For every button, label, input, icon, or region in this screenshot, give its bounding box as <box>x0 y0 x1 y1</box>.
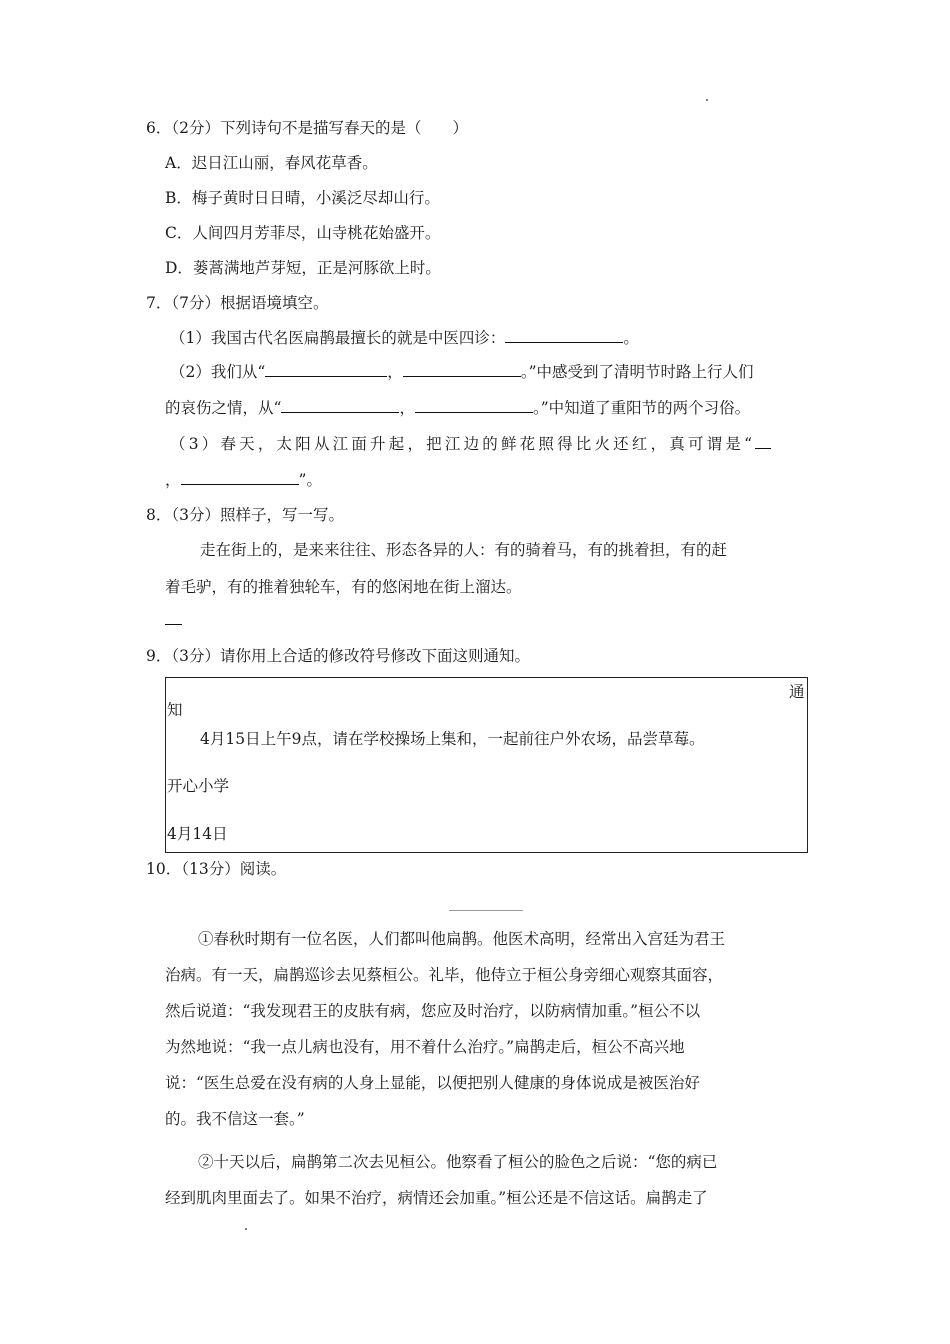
q7-p2-comma: ， <box>387 363 403 381</box>
q7-prompt: 7．（7分）根据语境填空。 <box>146 294 329 312</box>
q6-option-c: C．人间四月芳菲尽，山寺桃花始盛开。 <box>165 224 441 242</box>
q7-p3-blank-2[interactable] <box>181 470 299 485</box>
passage-line: 经到肌肉里面去了。如果不治疗，病情还会加重。”桓公还是不信这话。扁鹊走了 <box>165 1189 708 1207</box>
q7-p3-a: （3）春天，太阳从江面升起，把江边的鲜花照得比火还红，真可谓是“ <box>170 435 756 453</box>
q7-p3-blank-1[interactable] <box>755 434 771 449</box>
q7-p2-b: 。”中感受到了清明节时路上行人们 <box>520 363 754 381</box>
q7-p2-blank-3[interactable] <box>281 398 399 413</box>
q6-option-b: B．梅子黄时日日晴，小溪泛尽却山行。 <box>165 189 440 207</box>
q7-part-3-cont <box>165 470 322 490</box>
passage-line: ②十天以后，扁鹊第二次去见桓公。他察看了桓公的脸色之后说：“您的病已 <box>198 1153 718 1171</box>
q7-p2-c: 的哀伤之情，从“ <box>165 399 282 417</box>
q7-p2-blank-1[interactable] <box>265 362 387 377</box>
passage-line: 的。我不信这一套。” <box>165 1110 305 1128</box>
notice-body: 4月15日上午9点，请在学校操场上集和，一起前往户外农场，品尝草莓。 <box>200 730 705 748</box>
notice-title-part-2: 知 <box>167 701 183 719</box>
q6-option-a: A．迟日江山丽，春风花草香。 <box>165 154 378 172</box>
q6-option-d: D．蒌蒿满地芦芽短，正是河豚欲上时。 <box>165 259 441 277</box>
q8-example-line-1: 走在街上的，是来来往往、形态各异的人：有的骑着马，有的挑着担，有的赶 <box>200 541 728 559</box>
passage-line: 为然地说：“我一点儿病也没有，用不着什么治疗。”扁鹊走后，桓公不高兴地 <box>165 1038 685 1056</box>
q7-p1-blank[interactable] <box>505 328 623 343</box>
q9-prompt: 9．（3分）请你用上合适的修改符号修改下面这则通知。 <box>146 647 530 665</box>
q7-p1-text: （1）我国古代名医扁鹊最擅长的就是中医四诊： <box>170 329 506 347</box>
q7-part-1 <box>170 328 639 348</box>
q8-prompt: 8．（3分）照样子，写一写。 <box>146 506 344 524</box>
q7-p2-blank-2[interactable] <box>403 362 521 377</box>
page-mark <box>706 99 708 101</box>
passage-line: ①春秋时期有一位名医，人们都叫他扁鹊。他医术高明，经常出入宫廷为君王 <box>198 930 726 948</box>
q7-part-3 <box>170 434 771 454</box>
q8-answer-line[interactable] <box>165 624 182 625</box>
notice-date: 4月14日 <box>167 825 228 843</box>
q7-p2-blank-4[interactable] <box>415 398 533 413</box>
notice-title-part-1: 通 <box>789 683 805 701</box>
q7-p3-c: ”。 <box>298 471 322 489</box>
notice-box <box>165 677 808 853</box>
notice-school: 开心小学 <box>167 777 230 795</box>
q6-prompt: 6．（2分）下列诗句不是描写春天的是（ ） <box>146 119 468 137</box>
page-mark-bottom <box>245 1228 247 1230</box>
q7-p2-d: 。”中知道了重阳节的两个习俗。 <box>532 399 751 417</box>
q10-prompt: 10．（13分）阅读。 <box>146 860 287 878</box>
q8-example-line-2: 着毛驴，有的推着独轮车，有的悠闲地在街上溜达。 <box>165 578 522 596</box>
passage-line: 然后说道：“我发现君王的皮肤有病，您应及时治疗，以防病情加重。”桓公不以 <box>165 1002 701 1020</box>
q7-p2-a: （2）我们从“ <box>170 363 266 381</box>
passage-line: 治病。有一天，扁鹊巡诊去见蔡桓公。礼毕，他侍立于桓公身旁细心观察其面容， <box>165 966 724 984</box>
passage-line: 说：“医生总爱在没有病的人身上显能，以便把别人健康的身体说成是被医治好 <box>165 1074 700 1092</box>
passage-title-line <box>449 910 523 911</box>
q7-p3-b: ， <box>165 471 181 489</box>
q7-part-2 <box>170 362 754 382</box>
q7-p1-end: 。 <box>623 329 639 347</box>
q7-part-2-cont <box>165 398 750 418</box>
q7-p2-comma-2: ， <box>399 399 415 417</box>
